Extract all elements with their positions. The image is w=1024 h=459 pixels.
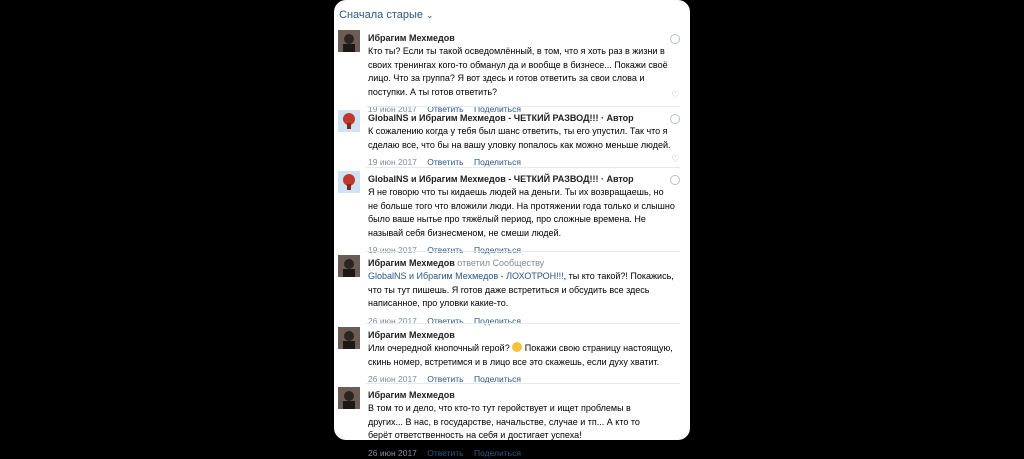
info-icon[interactable] — [670, 175, 680, 185]
watermark-logo: $CPA^{RU}$ — [636, 398, 688, 423]
comment-text: Я не говорю что ты кидаешь людей на деньги. Ты их возвращаешь, но не больше того что вложили люди. На протяжении года только и слышно было ваше нытье про тяжёлый период, про сложные времена. Не называй себя бизнесменом, не смеши людей. — [368, 187, 675, 238]
reply-button[interactable]: Ответить — [427, 374, 464, 384]
comment-date[interactable]: 26 июн 2017 — [368, 374, 417, 384]
comment-meta — [368, 447, 676, 459]
heart-icon[interactable]: ♡ — [671, 154, 680, 165]
comment-author[interactable]: Ибрагим Мехмедов — [368, 330, 455, 340]
comment-text: В том то и дело, что кто-то тут геройствует и ищет проблемы в других... В нас, в государстве, начальстве, случае и тп... А кто то берёт ответственность на себя и достигает успеха! — [368, 403, 640, 440]
comment — [334, 171, 690, 255]
comment-author[interactable]: GlobalNS и Ибрагим Мехмедов - ЧЕТКИЙ РАЗВОД!!! · Автор — [368, 113, 634, 123]
comment-author[interactable]: Ибрагим Мехмедов — [368, 33, 455, 43]
comment-author[interactable]: Ибрагим Мехмедов ответил Сообществу — [368, 258, 545, 268]
sort-label: Сначала старые — [339, 9, 424, 21]
reply-button[interactable]: Ответить — [427, 104, 464, 114]
comment-date[interactable]: 19 июн 2017 — [368, 104, 417, 114]
laughing-emoji-icon — [512, 342, 522, 352]
sort-toggle[interactable] — [334, 0, 690, 30]
comment — [334, 30, 690, 114]
comment — [334, 255, 690, 327]
reply-button[interactable]: Ответить — [427, 315, 464, 326]
comment-text: GlobalNS и Ибрагим Мехмедов - ЛОХОТРОН!!!, ты кто такой?! Покажись, что ты тут пишешь. Я готов даже встретиться и обсудить все здесь написанное, про уловки какие-то. — [368, 271, 674, 308]
share-button[interactable]: Поделиться — [474, 447, 521, 458]
heart-icon[interactable]: ♡ — [671, 90, 680, 101]
comment-meta — [368, 315, 676, 327]
comment — [334, 110, 690, 171]
avatar[interactable] — [338, 387, 360, 409]
comment — [334, 327, 690, 387]
comment-author[interactable]: Ибрагим Мехмедов — [368, 390, 455, 400]
mention-link[interactable]: GlobalNS и Ибрагим Мехмедов - ЛОХОТРОН!!! — [368, 271, 564, 281]
share-button[interactable]: Поделиться — [474, 157, 521, 167]
chevron-down-icon: ⌄ — [426, 9, 434, 20]
info-icon[interactable] — [670, 34, 680, 44]
reply-button[interactable]: Ответить — [427, 447, 464, 458]
comment-list — [334, 30, 690, 459]
comment-date[interactable]: 19 июн 2017 — [368, 245, 417, 255]
avatar[interactable] — [338, 30, 360, 52]
comment-text: К сожалению когда у тебя был шанс ответить, ты его упустил. Так что я сделаю все, что бы на вашу уловку попалось как можно меньше людей. — [368, 126, 671, 150]
comment-author[interactable]: GlobalNS и Ибрагим Мехмедов - ЧЕТКИЙ РАЗВОД!!! · Автор — [368, 174, 634, 184]
comments-panel — [334, 0, 690, 458]
reply-button[interactable]: Ответить — [427, 157, 464, 167]
avatar[interactable] — [338, 110, 360, 132]
comment-text: Кто ты? Если ты такой осведомлённый, в том, что я хоть раз в жизни в своих тренингах кого-то обманул да и вообще в бизнесе... Покажи своё лицо. Что за группа? Я вот здесь и готов ответить за свои слова и поступки. А ты готов ответить? — [368, 46, 668, 97]
avatar[interactable] — [338, 327, 360, 349]
comment-text: Или очередной кнопочный герой? Покажи свою страницу настоящую, скинь номер, встретимся и в лицо все это скажешь, если духу хватит. — [368, 343, 673, 367]
avatar[interactable] — [338, 171, 360, 193]
comment-date[interactable]: 19 июн 2017 — [368, 157, 417, 167]
avatar[interactable] — [338, 255, 360, 277]
share-button[interactable]: Поделиться — [474, 315, 521, 326]
share-button[interactable]: Поделиться — [474, 245, 521, 255]
comment-date[interactable]: 26 июн 2017 — [368, 447, 417, 458]
comment-date[interactable]: 26 июн 2017 — [368, 315, 417, 326]
info-icon[interactable] — [670, 114, 680, 124]
share-button[interactable]: Поделиться — [474, 104, 521, 114]
reply-button[interactable]: Ответить — [427, 245, 464, 255]
share-button[interactable]: Поделиться — [474, 374, 521, 384]
